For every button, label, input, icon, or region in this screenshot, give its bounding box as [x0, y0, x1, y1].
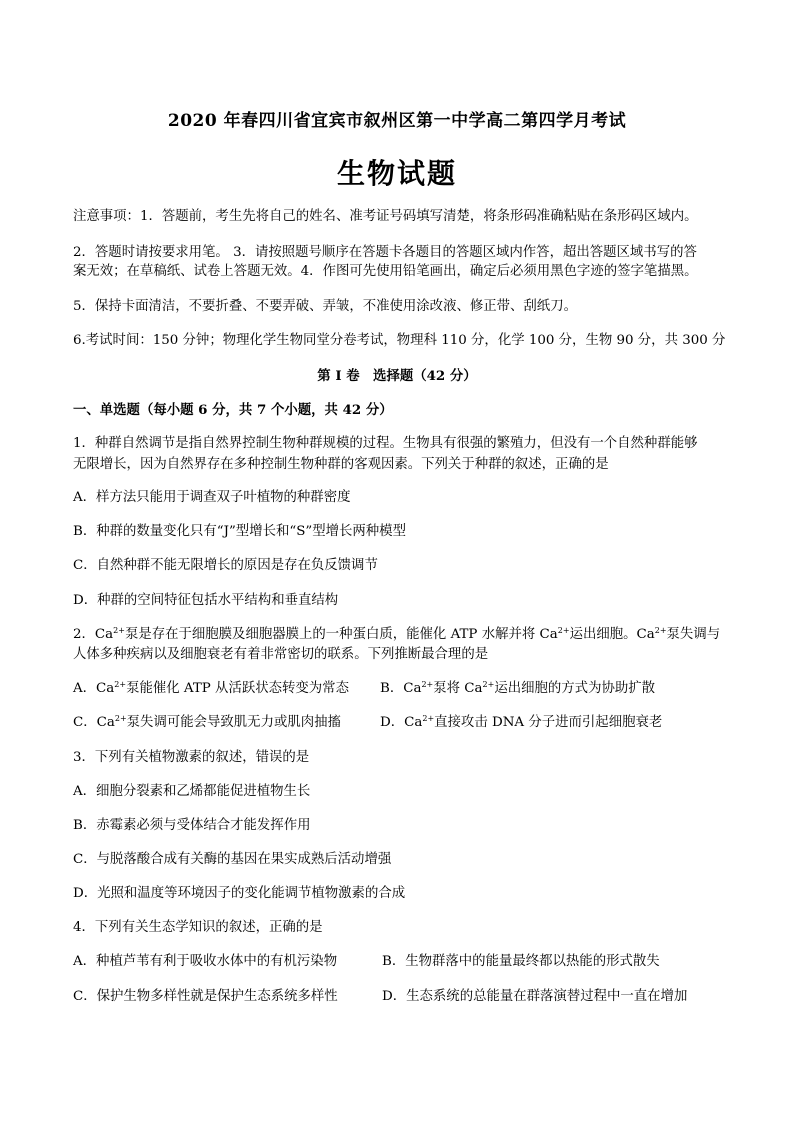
q1-stem-line-1: 1．种群自然调节是指自然界控制生物种群规模的过程。生物具有很强的繁殖力，但没有一个自然种群能够 [73, 436, 698, 451]
note-5: 5．保持卡面清洁，不要折叠、不要弄破、弄皱，不准使用涂改液、修正带、刮纸刀。 [73, 299, 577, 314]
q2-option-b: B．$Ca^{2+}$泵将 $Ca^{2+}$运出细胞的方式为协助扩散 [380, 680, 656, 696]
q4-stem: 4．下列有关生态学知识的叙述，正确的是 [73, 920, 323, 935]
q3-stem: 3．下列有关植物激素的叙述，错误的是 [73, 750, 310, 765]
q4-option-a: A．种植芦苇有利于吸收水体中的有机污染物 [73, 954, 338, 969]
note-2-line-1: 2．答题时请按要求用笔。 3．请按照题号顺序在答题卡各题目的答题区域内作答，超出答题区域书写的答 [73, 245, 697, 260]
q2-option-d: D．$Ca^{2+}$直接攻击 DNA 分子进而引起细胞衰老 [380, 714, 663, 730]
q3-option-d: D．光照和温度等环境因子的变化能调节植物激素的合成 [73, 886, 406, 901]
q3-option-c: C．与脱落酸合成有关酶的基因在果实成熟后活动增强 [73, 852, 392, 867]
q3-option-a: A．细胞分裂素和乙烯都能促进植物生长 [73, 784, 311, 799]
q1-option-b: B．种群的数量变化只有“J”型增长和“S”型增长两种模型 [73, 524, 406, 539]
q4-option-c: C．保护生物多样性就是保护生态系统多样性 [73, 989, 338, 1004]
q1-option-d: D．种群的空间特征包括水平结构和垂直结构 [73, 593, 339, 608]
q1-option-c: C．自然种群不能无限增长的原因是存在负反馈调节 [73, 558, 378, 573]
note-2-line-2: 案无效；在草稿纸、试卷上答题无效。4．作图可先使用铅笔画出，确定后必须用黑色字迹的签字笔描黑。 [73, 264, 698, 279]
q4-option-d: D．生态系统的总能量在群落演替过程中一直在增加 [382, 989, 688, 1004]
q2-stem-line-1: 2．$Ca^{2+}$泵是存在于细胞膜及细胞器膜上的一种蛋白质，能催化 ATP 水解并将 $Ca^{2+}$运出细胞。$Ca^{2+}$泵失调与 [73, 626, 721, 642]
q1-option-a: A．样方法只能用于调查双子叶植物的种群密度 [73, 490, 351, 505]
q2-stem-line-2: 人体多种疾病以及细胞衰老有着非常密切的联系。下列推断最合理的是 [73, 647, 489, 662]
q1-stem-line-2: 无限增长，因为自然界存在多种控制生物种群的客观因素。下列关于种群的叙述，正确的是 [73, 457, 609, 472]
part-title: 一、单选题（每小题 6 分，共 7 个小题，共 42 分） [73, 402, 393, 418]
q4-option-b: B．生物群落中的能量最终都以热能的形式散失 [382, 954, 660, 969]
exam-title: 2020 年春四川省宜宾市叙州区第一中学高二第四学月考试 [167, 111, 627, 131]
q2-option-c: C．$Ca^{2+}$泵失调可能会导致肌无力或肌肉抽搐 [73, 714, 341, 730]
q2-option-a: A．$Ca^{2+}$泵能催化 ATP 从活跃状态转变为常态 [73, 680, 349, 696]
note-6: 6.考试时间：150 分钟；物理化学生物同堂分卷考试，物理科 110 分，化学 100 分，生物 90 分，共 300 分 [73, 333, 726, 348]
subject-title: 生物试题 [336, 157, 457, 190]
note-1: 注意事项：1．答题前，考生先将自己的姓名、准考证号码填写清楚，将条形码准确粘贴在条形码区域内。 [73, 209, 698, 224]
q3-option-b: B．赤霉素必须与受体结合才能发挥作用 [73, 818, 311, 833]
volume-title: 第 I 卷 选择题（42 分） [317, 368, 477, 384]
